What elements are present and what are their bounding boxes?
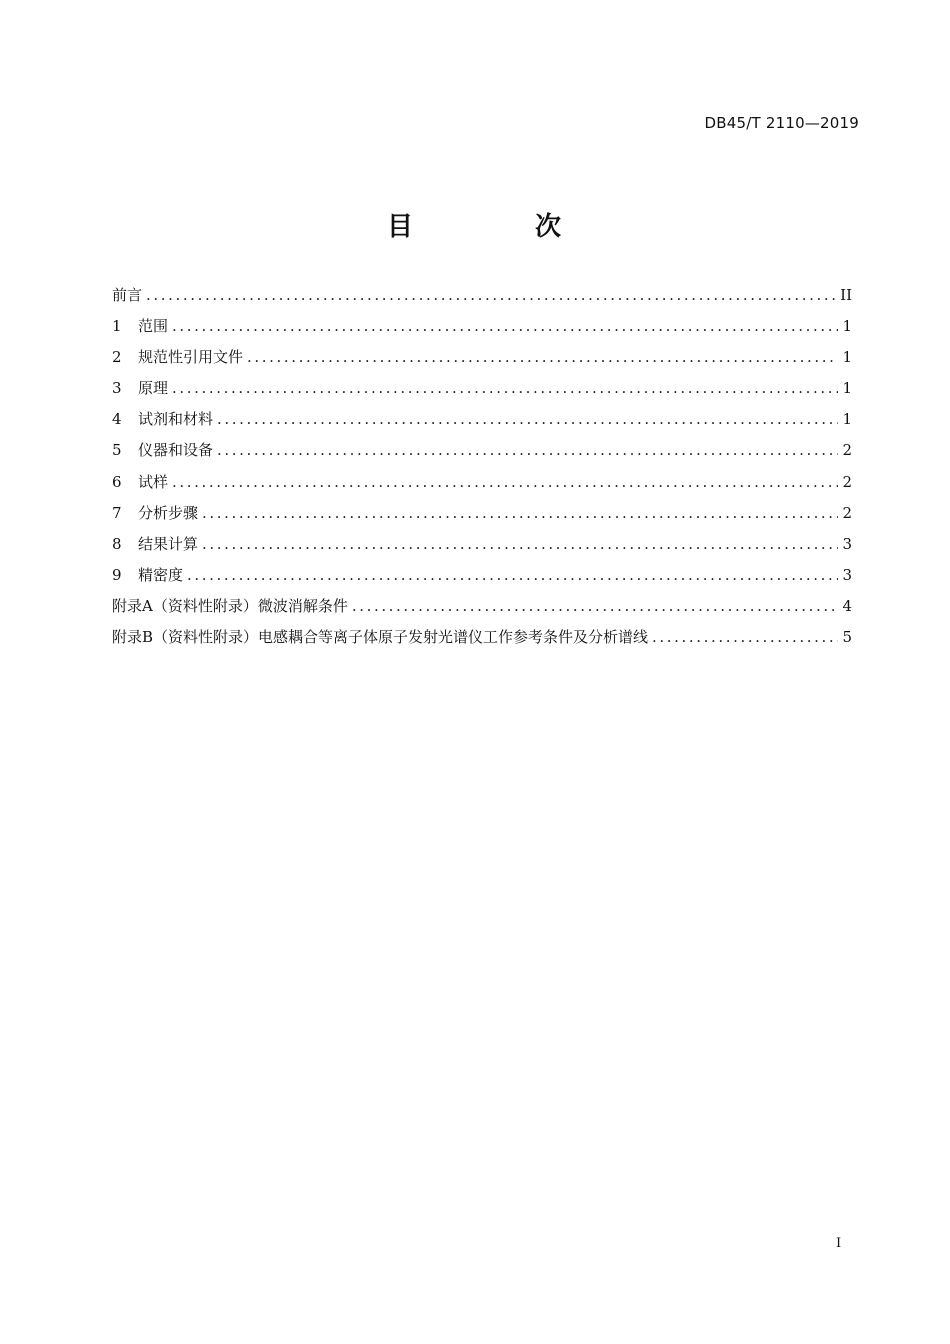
- toc-entry-number: 1: [112, 317, 122, 336]
- toc-entry-page: 2: [842, 441, 852, 460]
- toc-leader-dots: [172, 473, 838, 491]
- toc-entry-4[interactable]: [112, 408, 852, 439]
- toc-entry-number: 3: [112, 379, 122, 398]
- document-code: DB45/T 2110—2019: [704, 114, 859, 132]
- toc-entry-appendix-a[interactable]: [112, 595, 852, 626]
- toc-entry-9[interactable]: [112, 564, 852, 595]
- toc-entry-label: 前言: [112, 286, 143, 304]
- toc-leader-dots: [172, 379, 838, 397]
- toc-entry-8[interactable]: [112, 533, 852, 564]
- toc-entry-label: 范围: [138, 317, 169, 336]
- toc-entry-6[interactable]: [112, 471, 852, 502]
- toc-entry-page: 1: [842, 317, 852, 336]
- toc-entry-number: 5: [112, 441, 122, 460]
- toc-entry-2[interactable]: [112, 346, 852, 377]
- toc-entry-number: 2: [112, 348, 122, 367]
- toc-entry-label: 附录B（资料性附录）电感耦合等离子体原子发射光谱仪工作参考条件及分析谱线: [112, 628, 649, 647]
- toc-leader-dots: [217, 410, 838, 428]
- toc-entry-page: II: [840, 286, 852, 304]
- toc-entry-page: 1: [842, 379, 852, 398]
- toc-entry-page: 1: [842, 410, 852, 429]
- toc-leader-dots: [247, 348, 838, 366]
- toc-entry-number: 4: [112, 410, 122, 429]
- toc-entry-label: 精密度: [138, 565, 184, 584]
- toc-entry-label: 试剂和材料: [138, 410, 214, 429]
- toc-leader-dots: [202, 504, 838, 522]
- toc-leader-dots: [172, 317, 838, 335]
- toc-entry-1[interactable]: [112, 315, 852, 346]
- toc-entry-7[interactable]: [112, 502, 852, 533]
- toc-leader-dots: [187, 566, 838, 584]
- toc-leader-dots: [652, 628, 838, 646]
- toc-leader-dots: [146, 286, 836, 304]
- toc-entry-label: 试样: [138, 472, 169, 491]
- toc-entry-foreword[interactable]: [112, 284, 852, 315]
- toc-entry-label: 附录A（资料性附录）微波消解条件: [112, 596, 348, 615]
- toc-entry-page: 3: [842, 565, 852, 584]
- toc-entry-page: 3: [842, 534, 852, 553]
- toc-entry-label: 仪器和设备: [138, 441, 214, 460]
- toc-entry-label: 规范性引用文件: [138, 348, 244, 367]
- toc-entry-number: 8: [112, 534, 122, 553]
- toc-entry-label: 原理: [138, 379, 169, 398]
- page-number: I: [836, 1236, 842, 1251]
- toc-entry-number: 9: [112, 565, 122, 584]
- toc-leader-dots: [352, 597, 838, 615]
- toc-entry-3[interactable]: [112, 377, 852, 408]
- toc-entry-appendix-b[interactable]: [112, 626, 852, 657]
- toc-entry-number: 7: [112, 503, 122, 522]
- toc-entry-5[interactable]: [112, 439, 852, 470]
- toc-entry-page: 1: [842, 348, 852, 367]
- toc-leader-dots: [217, 441, 838, 459]
- toc-entry-label: 结果计算: [138, 534, 199, 553]
- toc-title: 目 次: [386, 212, 609, 242]
- table-of-contents: [112, 284, 852, 657]
- toc-entry-page: 2: [842, 503, 852, 522]
- toc-entry-page: 4: [842, 596, 852, 615]
- toc-leader-dots: [202, 535, 838, 553]
- toc-entry-number: 6: [112, 472, 122, 491]
- toc-entry-page: 2: [842, 472, 852, 491]
- toc-entry-label: 分析步骤: [138, 503, 199, 522]
- toc-entry-page: 5: [842, 628, 852, 647]
